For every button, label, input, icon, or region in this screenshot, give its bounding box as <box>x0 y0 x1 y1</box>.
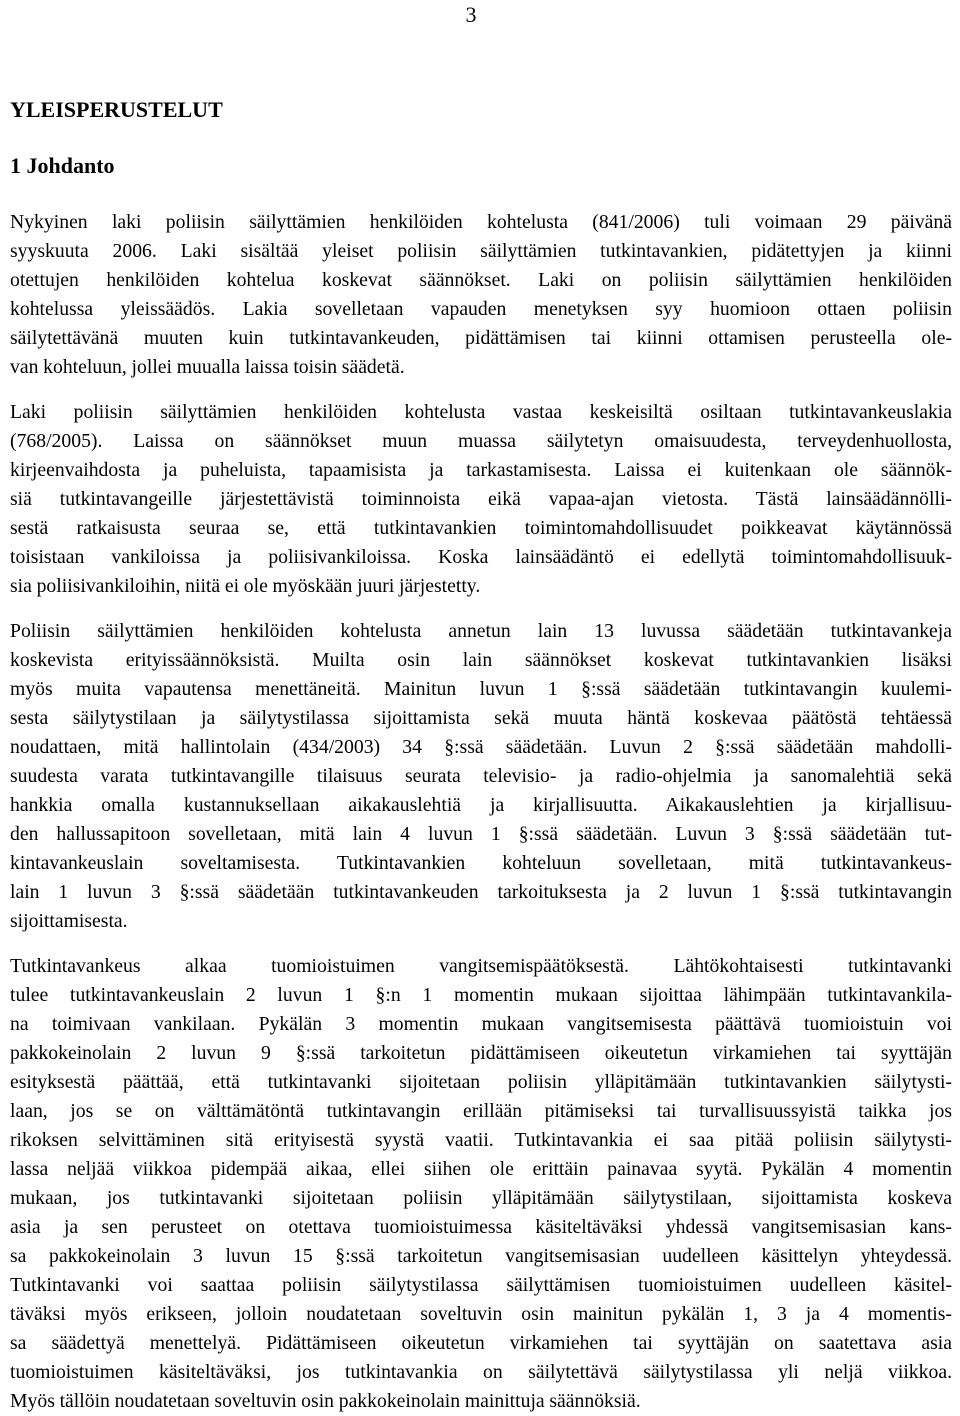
text-line: pakkokeinolain 2 luvun 9 §:ssä tarkoitetun pidättämiseen oikeutetun virkamiehen tai syyttäjän <box>10 1042 952 1064</box>
text-line: esityksestä päättää, että tutkintavanki sijoitetaan poliisin ylläpitämään tutkintavankien säilytysti- <box>10 1071 952 1093</box>
page-number: 3 <box>465 2 477 27</box>
text-line: rikoksen selvittäminen sitä erityisestä syystä vaatii. Tutkintavankia ei saa pitää poliisin säilytysti- <box>10 1129 952 1151</box>
document-body <box>10 96 952 1416</box>
text-line: Nykyinen laki poliisin säilyttämien henkilöiden kohtelusta (841/2006) tuli voimaan 29 päivänä <box>10 211 952 233</box>
text-line: koskevista erityissäännöksistä. Muilta osin lain säännökset koskevat tutkintavankien lisäksi <box>10 649 952 671</box>
text-line: tuomioistuimen käsiteltäväksi, jos tutkintavankia on säilytettävä säilytystilassa yli neljä viikkoa. <box>10 1361 952 1383</box>
text-line: sa pakkokeinolain 3 luvun 15 §:ssä tarkoitetun vangitsemisasian uudelleen käsittelyn yhteydessä. <box>10 1245 952 1267</box>
text-line: kohtelussa yleissäädös. Lakia sovelletaan vapauden menetyksen syy huomioon ottaen poliisin <box>10 298 952 320</box>
text-line: sia poliisivankiloihin, niitä ei ole myöskään juuri järjestetty. <box>10 575 481 597</box>
text-line: kirjeenvaihdosta ja puheluista, tapaamisista ja tarkastamisesta. Laissa ei kuitenkaan ole säännök- <box>10 459 952 481</box>
text-line: lain 1 luvun 3 §:ssä säädetään tutkintavankeuden tarkoituksesta ja 2 luvun 1 §:ssä tutkintavangin <box>10 881 952 903</box>
text-line: otettujen henkilöiden kohtelua koskevat säännökset. Laki on poliisin säilyttämien henkilöiden <box>10 269 952 291</box>
text-line: van kohteluun, jollei muualla laissa toisin säädetä. <box>10 356 405 378</box>
text-line: täväksi myös erikseen, jolloin noudatetaan soveltuvin osin mainitun pykälän 1, 3 ja 4 momentis- <box>10 1303 952 1325</box>
paragraph-intro <box>10 208 952 382</box>
paragraph-comparison <box>10 398 952 601</box>
text-line: den hallussapitoon sovelletaan, mitä lain 4 luvun 1 §:ssä säädetään. Luvun 3 §:ssä säädetään tut- <box>10 823 952 845</box>
text-line: sa säädettyä menettelyä. Pidättämiseen oikeutetun virkamiehen tai syyttäjän on saatettava asia <box>10 1332 952 1354</box>
text-line: hankkia omalla kustannuksellaan aikakauslehtiä ja kirjallisuutta. Aikakauslehtien ja kirjallisuu- <box>10 794 952 816</box>
page-title: YLEISPERUSTELUT <box>10 97 223 122</box>
text-line: toisistaan vankiloissa ja poliisivankiloissa. Koska lainsäädäntö ei edellytä toimintomahdollisuuk- <box>10 546 952 568</box>
text-line: na toimivaan vankilaan. Pykälän 3 momentin mukaan vangitsemisesta päättävä tuomioistuin voi <box>10 1013 952 1035</box>
paragraph-chapter-13 <box>10 617 952 936</box>
text-line: Myös tällöin noudatetaan soveltuvin osin pakkokeinolain mainittuja säännöksiä. <box>10 1390 641 1412</box>
text-line: laan, jos se on välttämätöntä tutkintavangin erillään pitämiseksi tai turvallisuussyistä taikka jos <box>10 1100 952 1122</box>
section-heading: 1 Johdanto <box>10 153 115 178</box>
text-line: sesta säilytystilaan ja säilytystilassa sijoittamista sekä muuta häntä koskevaa päätöstä tehtäessä <box>10 707 952 729</box>
text-line: sijoittamisesta. <box>10 910 128 932</box>
paragraph-detention <box>10 952 952 1416</box>
text-line: Laki poliisin säilyttämien henkilöiden kohtelusta vastaa keskeisiltä osiltaan tutkintavankeuslakia <box>10 401 952 423</box>
text-line: myös muita vapautensa menettäneitä. Mainitun luvun 1 §:ssä säädetään tutkintavangin kuulemi- <box>10 678 952 700</box>
text-line: tulee tutkintavankeuslain 2 luvun 1 §:n 1 momentin mukaan sijoittaa lähimpään tutkintavankila- <box>10 984 952 1006</box>
text-line: kintavankeuslain soveltamisesta. Tutkintavankien kohteluun sovelletaan, mitä tutkintavankeus- <box>10 852 952 874</box>
text-line: siä tutkintavangeille järjestettävistä toiminnoista eikä vapaa-ajan vietosta. Tästä lainsäädännölli- <box>10 488 952 510</box>
text-line: suudesta varata tutkintavangille tilaisuus seurata televisio- ja radio-ohjelmia ja sanomalehtiä sekä <box>10 765 952 787</box>
text-line: noudattaen, mitä hallintolain (434/2003) 34 §:ssä säädetään. Luvun 2 §:ssä säädetään mahdolli- <box>10 736 952 758</box>
text-line: (768/2005). Laissa on säännökset muun muassa säilytetyn omaisuudesta, terveydenhuollosta, <box>10 430 952 452</box>
text-line: säilytettävänä muuten kuin tutkintavankeuden, pidättämisen tai kiinni ottamisen perusteella ole- <box>10 327 952 349</box>
text-line: Poliisin säilyttämien henkilöiden kohtelusta annetun lain 13 luvussa säädetään tutkintavankeja <box>10 620 952 642</box>
text-line: lassa neljää viikkoa pidempää aikaa, ellei siihen ole erittäin painavaa syytä. Pykälän 4 momentin <box>10 1158 952 1180</box>
text-line: syyskuuta 2006. Laki sisältää yleiset poliisin säilyttämien tutkintavankien, pidätettyjen ja kiinni <box>10 240 952 262</box>
text-line: asia ja sen perusteet on otettava tuomioistuimessa käsiteltäväksi yhdessä vangitsemisasian kans- <box>10 1216 952 1238</box>
text-line: sestä ratkaisusta seuraa se, että tutkintavankien toimintomahdollisuudet poikkeavat käytännössä <box>10 517 952 539</box>
text-line: Tutkintavanki voi saattaa poliisin säilytystilassa säilyttämisen tuomioistuimen uudelleen käsitel- <box>10 1274 952 1296</box>
text-line: mukaan, jos tutkintavanki sijoitetaan poliisin ylläpitämään säilytystilaan, sijoittamista koskeva <box>10 1187 952 1209</box>
text-line: Tutkintavankeus alkaa tuomioistuimen vangitsemispäätöksestä. Lähtökohtaisesti tutkintavanki <box>10 955 952 977</box>
